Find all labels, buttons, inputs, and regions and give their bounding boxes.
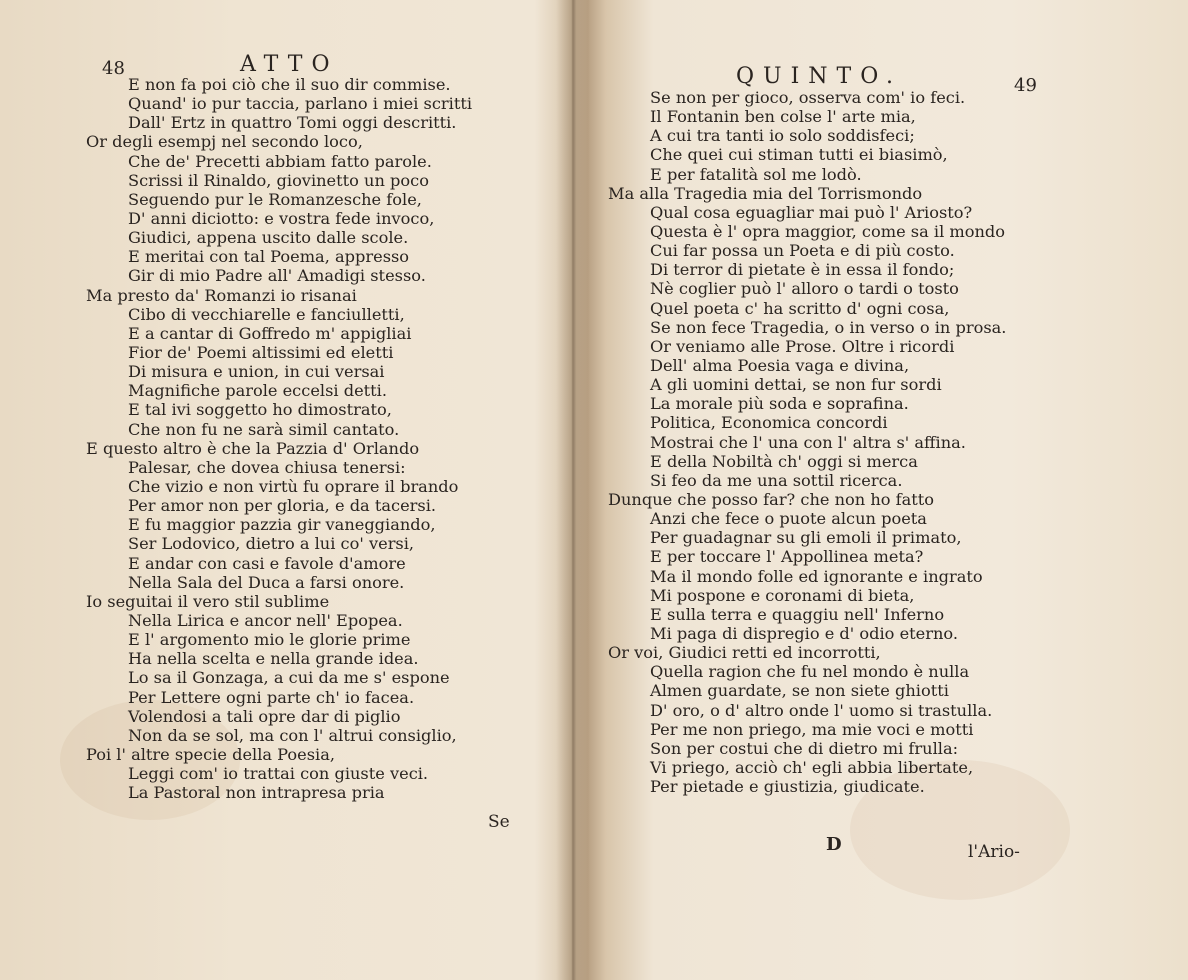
verse-line: Io seguitai il vero stil sublime [86,591,330,611]
verse-line: Dall' Ertz in quattro Tomi oggi descritti. [128,113,457,133]
verse-line: E per fatalità sol me lodò. [650,164,862,184]
verse-line: Magnifiche parole eccelsi detti. [128,381,387,401]
verse-line: Giudici, appena uscito dalle scole. [128,228,409,248]
verse-line: Quand' io pur taccia, parlano i miei scritti [128,94,473,114]
verse-line: Fior de' Poemi altissimi ed eletti [128,342,394,362]
verse-line: Mi paga di dispregio e d' odio eterno. [650,623,959,643]
verse-line: Questa è l' opra maggior, come sa il mondo [650,221,1006,241]
verse-line: Gir di mio Padre all' Amadigi stesso. [128,266,426,286]
verse-line: E sulla terra e quaggiu nell' Inferno [650,604,945,624]
verse-line: Che non fu ne sarà simil cantato. [128,419,400,439]
verse-line: Son per costui che di dietro mi frulla: [650,738,959,758]
verse-line: E fu maggior pazzia gir vaneggiando, [128,515,436,535]
verse-line: E a cantar di Goffredo m' appigliai [128,323,412,343]
verse-line: Quel poeta c' ha scritto d' ogni cosa, [650,298,950,318]
catchword: l'Ario- [968,842,1020,862]
verse-line: Per Lettere ogni parte ch' io facea. [128,687,415,707]
verse-line: Il Fontanin ben colse l' arte mia, [650,107,916,127]
page-number: 49 [1014,75,1037,96]
verse-line: Qual cosa eguagliar mai può l' Ariosto? [650,202,973,222]
signature-mark: D [826,834,842,855]
verse-line: Nè coglier può l' alloro o tardi o tosto [650,279,959,299]
verse-line: Non da se sol, ma con l' altrui consiglio, [128,725,457,745]
verse-line: La morale più soda e soprafina. [650,394,909,414]
verse-line: Che quei cui stiman tutti ei biasimò, [650,145,948,165]
catchword: Se [488,812,510,832]
verse-line: Che de' Precetti abbiam fatto parole. [128,151,432,171]
verse-line: Or degli esempj nel secondo loco, [86,132,363,152]
verse-line: Politica, Economica concordi [650,413,888,433]
verse-line: Volendosi a tali opre dar di piglio [128,706,401,726]
verse-line: Vi priego, acciò ch' egli abbia libertate, [650,757,974,777]
verse-line: Palesar, che dovea chiusa tenersi: [128,457,406,477]
verse-line: Mi pospone e coronami di bieta, [650,585,915,605]
verse-line: Leggi com' io trattai con giuste veci. [128,764,429,784]
verse-line: E non fa poi ciò che il suo dir commise. [128,75,451,94]
verse-line: Ma alla Tragedia mia del Torrismondo [608,183,923,203]
verse-line: Cui far possa un Poeta e di più costo. [650,241,955,261]
verse-line: Se non fece Tragedia, o in verso o in prosa. [650,317,1007,337]
running-head: QUINTO. [736,64,902,89]
verse-line: Se non per gioco, osserva com' io feci. [650,88,966,107]
verse-line: Nella Sala del Duca a farsi onore. [128,572,405,592]
left-page [0,0,572,980]
verse-line: E della Nobiltà ch' oggi si merca [650,451,918,471]
verse-line: Che vizio e non virtù fu oprare il brando [128,476,459,496]
verse-column [608,88,1006,796]
verse-line: La Pastoral non intrapresa pria [128,783,385,803]
verse-line: A cui tra tanti io solo soddisfeci; [650,126,915,146]
verse-line: E andar con casi e favole d'amore [128,553,406,573]
verse-line: Per amor non per gloria, e da tacersi. [128,496,437,516]
running-head: ATTO [240,52,339,77]
verse-line: Seguendo pur le Romanzesche fole, [128,189,422,209]
verse-line: Almen guardate, se non siete ghiotti [650,681,949,701]
verse-line: D' oro, o d' altro onde l' uomo si trastulla. [650,700,993,720]
verse-line: Di terror di pietate è in essa il fondo; [650,260,955,280]
right-page [572,0,1188,980]
verse-line: D' anni diciotto: e vostra fede invoco, [128,208,435,228]
verse-line: Poi l' altre specie della Poesia, [86,744,336,764]
verse-line: A gli uomini dettai, se non fur sordi [650,375,942,395]
verse-line: Ma il mondo folle ed ignorante e ingrato [650,566,983,586]
verse-line: Anzi che fece o puote alcun poeta [650,509,927,529]
verse-line: Scrissi il Rinaldo, giovinetto un poco [128,170,429,190]
verse-line: E questo altro è che la Pazzia d' Orlando [86,438,420,458]
verse-line: Per guadagnar su gli emoli il primato, [650,528,962,548]
verse-column [86,75,472,802]
verse-line: Or veniamo alle Prose. Oltre i ricordi [650,336,955,356]
verse-line: Per me non priego, ma mie voci e motti [650,719,974,739]
verse-line: Ser Lodovico, dietro a lui co' versi, [128,534,415,554]
page-number: 48 [102,58,125,79]
verse-line: Dunque che posso far? che non ho fatto [608,489,935,509]
verse-line: Or voi, Giudici retti ed incorrotti, [608,643,881,663]
verse-line: Quella ragion che fu nel mondo è nulla [650,662,970,682]
verse-line: Ma presto da' Romanzi io risanai [86,285,357,305]
verse-line: Lo sa il Gonzaga, a cui da me s' espone [128,668,450,688]
verse-line: E tal ivi soggetto ho dimostrato, [128,400,392,420]
verse-line: Mostrai che l' una con l' altra s' affina. [650,432,966,452]
verse-line: Per pietade e giustizia, giudicate. [650,777,925,797]
verse-line: Dell' alma Poesia vaga e divina, [650,355,910,375]
verse-line: Nella Lirica e ancor nell' Epopea. [128,610,403,630]
verse-line: Di misura e union, in cui versai [128,362,385,382]
verse-line: Si feo da me una sottil ricerca. [650,470,903,490]
verse-line: E l' argomento mio le glorie prime [128,630,411,650]
verse-line: Ha nella scelta e nella grande idea. [128,649,419,669]
verse-line: E per toccare l' Appollinea meta? [650,547,924,567]
verse-line: E meritai con tal Poema, appresso [128,247,410,267]
verse-line: Cibo di vecchiarelle e fanciulletti, [128,304,405,324]
